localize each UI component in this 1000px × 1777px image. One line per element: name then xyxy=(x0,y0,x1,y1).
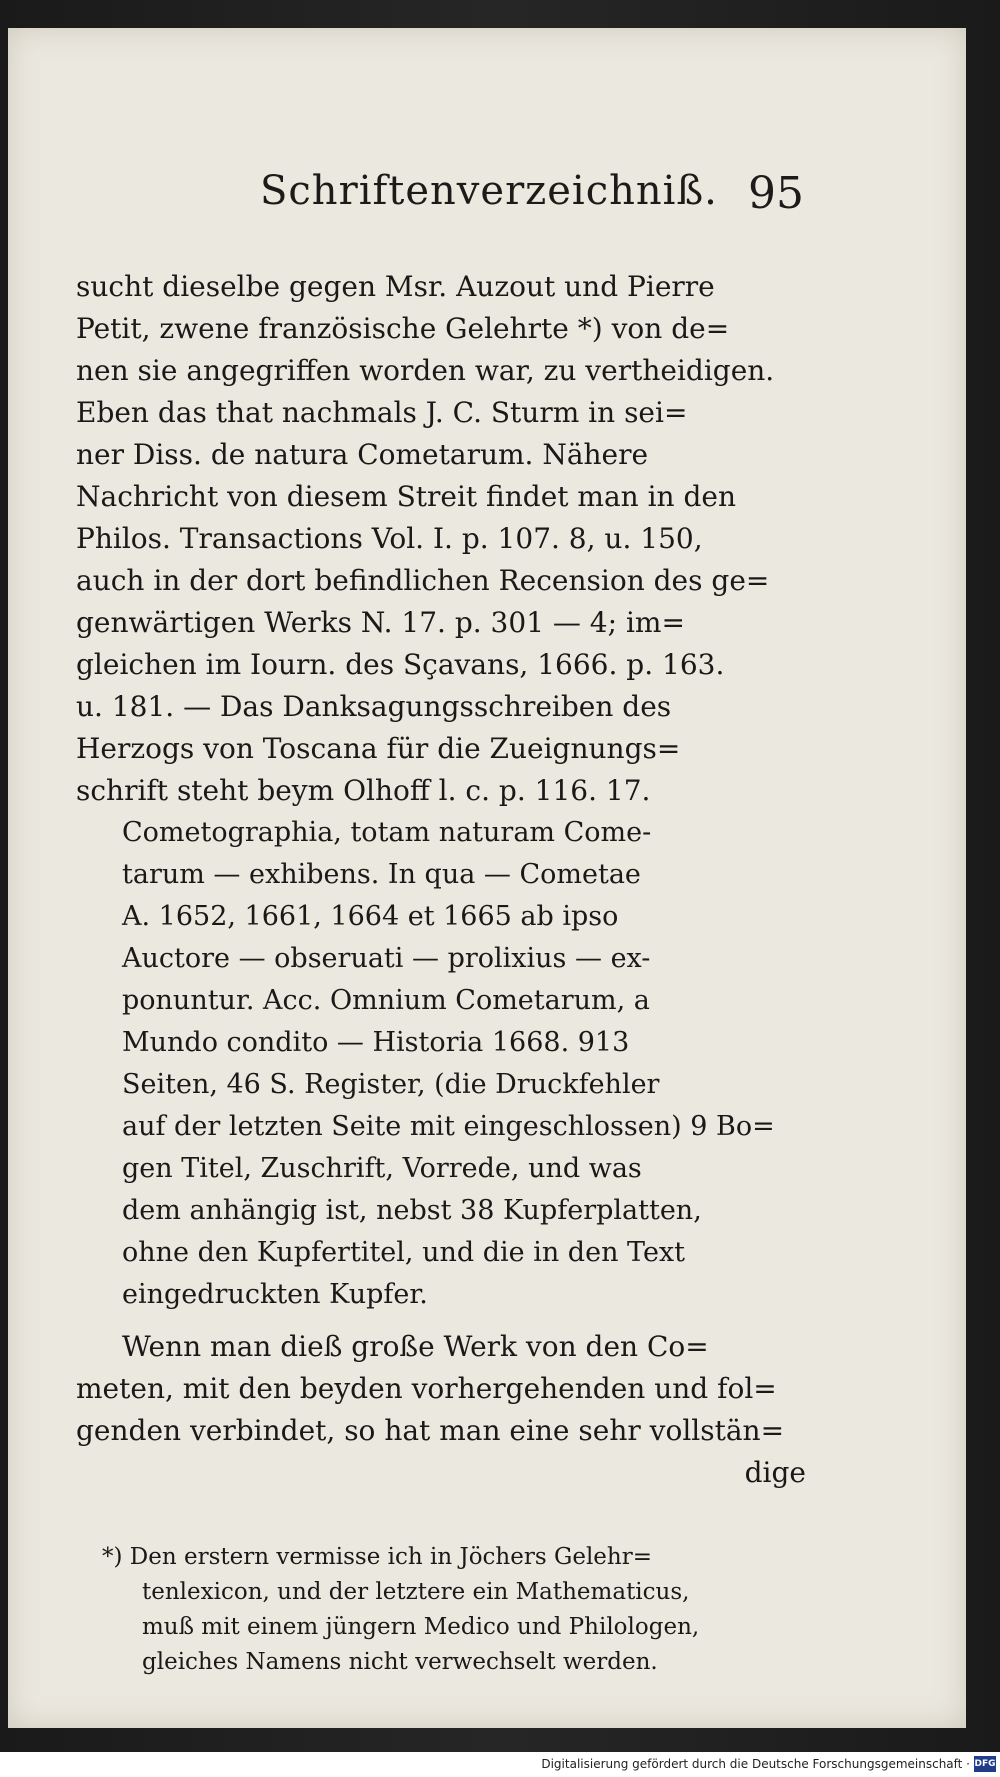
text-line: schrift steht beym Olhoff l. c. p. 116. 17. xyxy=(76,774,651,807)
text-line: Eben das that nachmals J. C. Sturm in sei= xyxy=(76,396,688,429)
text-line: sucht dieselbe gegen Msr. Auzout und Pierre xyxy=(76,270,715,303)
text-line: gleichen im Iourn. des Sçavans, 1666. p. 163. xyxy=(76,648,725,681)
footnote-line: *) Den erstern vermisse ich in Jöchers Gelehr= xyxy=(102,1544,652,1570)
page-header xyxy=(8,168,966,228)
text-line: Cometographia, totam naturam Come- xyxy=(122,817,652,848)
text-line: Auctore — obseruati — prolixius — ex- xyxy=(122,943,651,974)
digitization-footer xyxy=(0,1752,1000,1777)
text-line: Herzogs von Toscana für die Zueignungs= xyxy=(76,732,681,765)
footnote xyxy=(102,1540,802,1680)
text-line: Philos. Transactions Vol. I. p. 107. 8, u. 150, xyxy=(76,522,703,555)
text-line: nen sie angegriffen worden war, zu vertheidigen. xyxy=(76,354,775,387)
text-line: genden verbindet, so hat man eine sehr vollstän= xyxy=(76,1414,785,1447)
footnote-line: muß mit einem jüngern Medico und Philologen, xyxy=(142,1614,700,1640)
page-number: 95 xyxy=(748,168,804,219)
text-line: genwärtigen Werks N. 17. p. 301 — 4; im= xyxy=(76,606,685,639)
text-line: auf der letzten Seite mit eingeschlossen) 9 Bo= xyxy=(122,1111,775,1142)
text-line: tarum — exhibens. In qua — Cometae xyxy=(122,859,641,890)
catchword: dige xyxy=(744,1456,806,1489)
body-text xyxy=(76,266,806,1494)
text-line: ohne den Kupfertitel, und die in den Text xyxy=(122,1237,686,1268)
funding-credit: Digitalisierung gefördert durch die Deutsche Forschungsgemeinschaft · xyxy=(541,1757,970,1771)
text-line: u. 181. — Das Danksagungsschreiben des xyxy=(76,690,672,723)
book-page xyxy=(8,28,966,1728)
paragraph-1 xyxy=(76,266,806,812)
text-line: eingedruckten Kupfer. xyxy=(122,1279,428,1310)
paragraph-2-bibliographic-entry xyxy=(76,812,806,1316)
text-line: ponuntur. Acc. Omnium Cometarum, a xyxy=(122,985,650,1016)
text-line: Nachricht von diesem Streit findet man in den xyxy=(76,480,737,513)
text-line: Wenn man dieß große Werk von den Co= xyxy=(122,1330,709,1363)
text-line: ner Diss. de natura Cometarum. Nähere xyxy=(76,438,649,471)
footnote-line: gleiches Namens nicht verwechselt werden. xyxy=(142,1649,658,1675)
text-line: Petit, zwene französische Gelehrte *) von de= xyxy=(76,312,730,345)
paragraph-3 xyxy=(76,1326,806,1494)
dfg-logo-icon: DFG xyxy=(974,1756,996,1772)
text-line: Seiten, 46 S. Register, (die Druckfehler xyxy=(122,1069,660,1100)
text-line: auch in der dort befindlichen Recension des ge= xyxy=(76,564,770,597)
text-line: meten, mit den beyden vorhergehenden und fol= xyxy=(76,1372,777,1405)
text-line: Mundo condito — Historia 1668. 913 xyxy=(122,1027,630,1058)
text-line: gen Titel, Zuschrift, Vorrede, und was xyxy=(122,1153,642,1184)
text-line: A. 1652, 1661, 1664 et 1665 ab ipso xyxy=(122,901,619,932)
text-line: dem anhängig ist, nebst 38 Kupferplatten, xyxy=(122,1195,702,1226)
running-title: Schriftenverzeichniß. xyxy=(260,168,718,214)
footnote-line: tenlexicon, und der letztere ein Mathematicus, xyxy=(142,1579,690,1605)
